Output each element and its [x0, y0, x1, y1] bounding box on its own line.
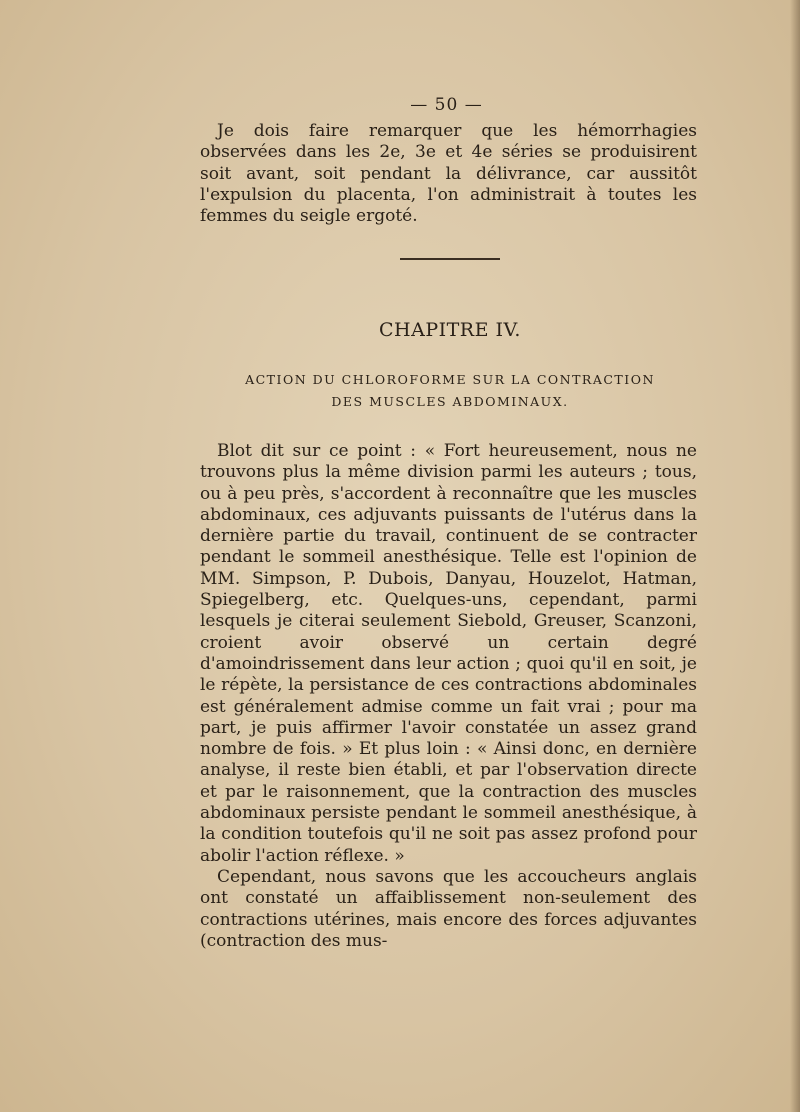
page-edge-shadow: [790, 0, 800, 1112]
section-title-line-2: DES MUSCLES ABDOMINAUX.: [331, 394, 569, 409]
text-block-top: [200, 121, 697, 227]
paragraph-hemorrhagies: Je dois faire remarquer que les hémorrhagies observées dans les 2e, 3e et 4e séries se produisirent soit avant, soit pendant la délivrance, car aussitôt l'expulsion du placenta, l'on administrait à toutes les femmes du seigle ergoté.: [200, 121, 697, 227]
section-title-line-1: ACTION DU CHLOROFORME SUR LA CONTRACTION: [245, 372, 655, 387]
text-block-main: [200, 441, 697, 952]
paragraph-cependant: Cependant, nous savons que les accoucheurs anglais ont constaté un affaiblissement non-seulement des contractions utérines, mais encore des forces adjuvantes (contraction des mus-: [200, 866, 697, 951]
paragraph-blot-quote: Blot dit sur ce point : « Fort heureusement, nous ne trouvons plus la même division parmi les auteurs ; tous, ou à peu près, s'accordent à reconnaître que les muscles abdominaux, ces adjuvants puissants de l'utérus dans la dernière partie du travail, continuent de se contracter pendant le sommeil anesthésique. Telle est l'opinion de MM. Simpson, P. Dubois, Danyau, Houzelot, Hatman, Spiegelberg, etc. Quelques-uns, cependant, parmi lesquels je citerai seulement Siebold, Greuser, Scanzoni, croient avoir observé un certain degré d'amoindrissement dans leur action ; quoi qu'il en soit, je le répète, la persistance de ces contractions abdominales est généralement admise comme un fait vrai ; pour ma part, je puis affirmer l'avoir constatée un assez grand nombre de fois. » Et plus loin : « Ainsi donc, en dernière analyse, il reste bien établi, et par l'observation directe et par le raisonnement, que la contraction des muscles abdominaux persiste pendant le sommeil anesthésique, à la condition toutefois qu'il ne soit pas assez profond pour abolir l'action réflexe. »: [200, 441, 697, 866]
page-number: — 50 —: [410, 95, 483, 115]
section-title: [230, 369, 670, 413]
chapter-title: CHAPITRE IV.: [379, 319, 521, 341]
section-divider: [400, 258, 500, 260]
